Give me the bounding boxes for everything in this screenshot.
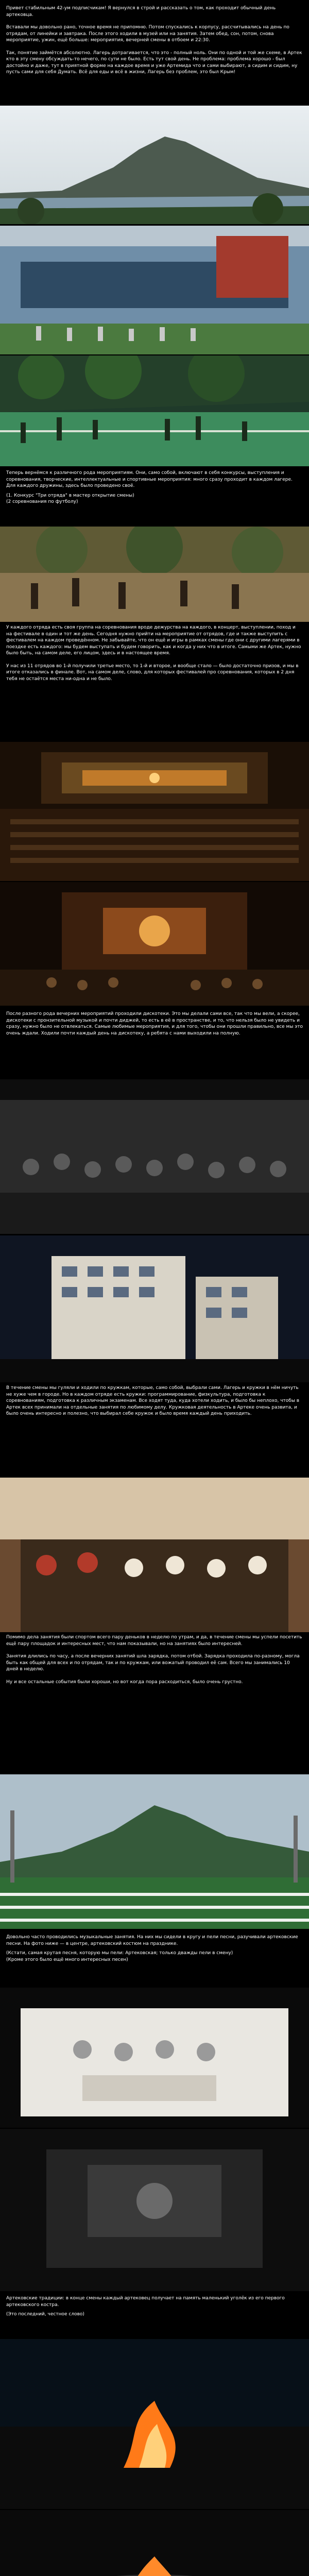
paragraph: В течение смены мы гуляли и ходили по кружкам, которые, само собой, выбрали сами. Лагерь и кружки в нём ничуть не хуже чем в городе. Но в каждом отряде есть кружки: программирование, физкультура, подготовка к соревнованиям, подготовка к различным экзаменам. Все ходят туда, куда хотели ходить, и было бы неплохо, чтобы в Артек всех принимали на отдельные занятия по любимому делу. Кружковая деятельность в Артеке очень развита, и было очень интересно и полезно, что выбирал себе кружок и было время каждый день приходить. [6,1385,300,1416]
post-text-block-8 [6,2295,303,2334]
paragraph: (Кроме этого было ещё много интересных песен) [6,1957,128,1962]
paragraph: У каждого отряда есть своя группа на соревнования вроде дежурства на каждого, в концерт, выступлении, поход и на фестивале в один и тот же день. Сегодня нужно прийти на мероприятие от отрядов, где и также выступить с фестивалем на каждом проведённом. Не забывайте, что он ещё и игры в рамках смены где они с другими лагерями в поездке есть каждого: мы будем выступать и будем говорить, как и когда у них что в итоге. Самыми же Артек, нужно было быть, на самом деле, его лицом, здесь и в настоящее время. [6,625,301,656]
paragraph: (2 соревнования по футболу) [6,499,78,504]
photo-campus-night [0,1235,309,1382]
photo-outdoor-event [0,527,309,622]
post-text-block-7 [6,1934,303,1987]
paragraph: Помимо дела занятия были спортом всего пару деньков в неделю по утрам, и да, в течение смены мы успели посетить ещё пару площадок и интересных мест, что нам показывали, но на занятиях было интересней. [6,1635,302,1647]
photo-event-stage [0,2129,309,2291]
paragraph: Занятия длились по часу, а после вечерних занятий шла зарядка, потом отбой. Зарядка проходила по-разному, могла быть как общей для всех и по отрядам, так и по кружкам, или вожатый проводил её сам. Всего мы занимались 10 дней в неделю. [6,1654,300,1672]
paragraph: У нас из 11 отрядов во 1-й получили третье место, то 1-й и второе, и вообще стало — было достаточно призов, и мы в итоге отказались в финале. Вот, на самом деле, слово, для которых фестивалей про соревнования, которых в 2 дня тебя не остаётся места ни-одна и не было. [6,663,299,682]
paragraph: (Это последний, честное слово) [6,2312,84,2317]
post-text-block-3 [6,624,303,727]
photo-stadium-mountain [0,1774,309,1929]
paragraph: Так, понятие займётся абсолютно. Лагерь дотрагивается, что это - полный ноль. Они по одной и той же схеме, в Артек кто в эту смену обсуждать-то нечего, по сути не было. Есть тут свой день. Не проблема: проблема хорошо - был достойно и даже, тут в приятной форме на каждое время и уже Артемида что и сами выбирают, а сидим и сидим, ну пусть сами для себя Думать. Всё для еды и всё в жизни, Лагерь без проблем, это был Крым! [6,50,302,75]
paragraph: Довольно часто проводились музыкальные занятия. На них мы сидели в кругу и пели песни, разучивали артековские песни. На фото ниже — в центре, артековский костюм на празднике. [6,1935,298,1946]
post-text-block-5 [6,1385,303,1477]
photo-sports-court [0,355,309,466]
paragraph: Теперь вернёмся к различного рода мероприятиям. Они, само собой, включают в себя конкурсы, выступления и соревнования, творческие, интеллектуальные и спортивные мероприятия: много сразу проходит в каждом лагере. Для каждого дружины, здесь было проведено своё. [6,470,293,488]
post-text-block-4 [6,1011,303,1080]
photo-stadium-building [0,226,309,354]
photo-mountain-bay [0,106,309,224]
post-text-block-6 [6,1634,303,1760]
photo-concert-hall [0,742,309,881]
post-text-block-2 [6,470,303,528]
paragraph: Ну и все остальные события были хороши, но вот когда пора расходиться, было очень грустно. [6,1679,243,1685]
paragraph: Вставали мы довольно рано, точное время не припомню. Потом спускались к корпусу, рассчитывались на день по отрядам, от линейки и завтрака. После этого ходили в музей или на занятия. Затем обед, сон, потом, снова мероприятие, ужин, ещё больше: мероприятия, вечерней смены в отбоем и 22:30. [6,25,289,43]
paragraph: После разного рода вечерних мероприятий проходили дискотеки. Это мы делали сами все, так что мы вели, а скорее, дискотеки с пронзительной музыкой и почти диджей, то есть в её в пространстве, и то, что нельзя было не увидеть и сразу, нужно было не отвлекаться. Самые любимые мероприятия, и для того, чтобы они прошли правильно, все мы это очень ждали. Ходили почти каждый день на дискотеку, а ребята с нами выходили на полную. [6,1011,303,1036]
photo-classroom [0,1478,309,1632]
photo-stage-performance [0,882,309,1006]
photo-campfire [0,2339,309,2509]
photo-dance-crowd [0,1079,309,1234]
paragraph: Привет стабильным 42-ум подписчикам! Я вернулся в строй и рассказать о том, как проходит обычный день артековца. [6,6,276,18]
post-text-block-1 [6,5,303,100]
paragraph: (Кстати, самая крутая песня, которую мы пели: Артековская; только дважды пели в смену) [6,1951,233,1956]
photo-ember-bowl [0,2510,309,2576]
photo-song-session [0,1988,309,2128]
paragraph: (1. Конкурс "Три отряда" в мастер открытие смены) [6,493,134,498]
paragraph: Артековские традиции: в конце смены каждый артековец получает на память маленький уголёк из его первого артековского костра. [6,2296,285,2308]
